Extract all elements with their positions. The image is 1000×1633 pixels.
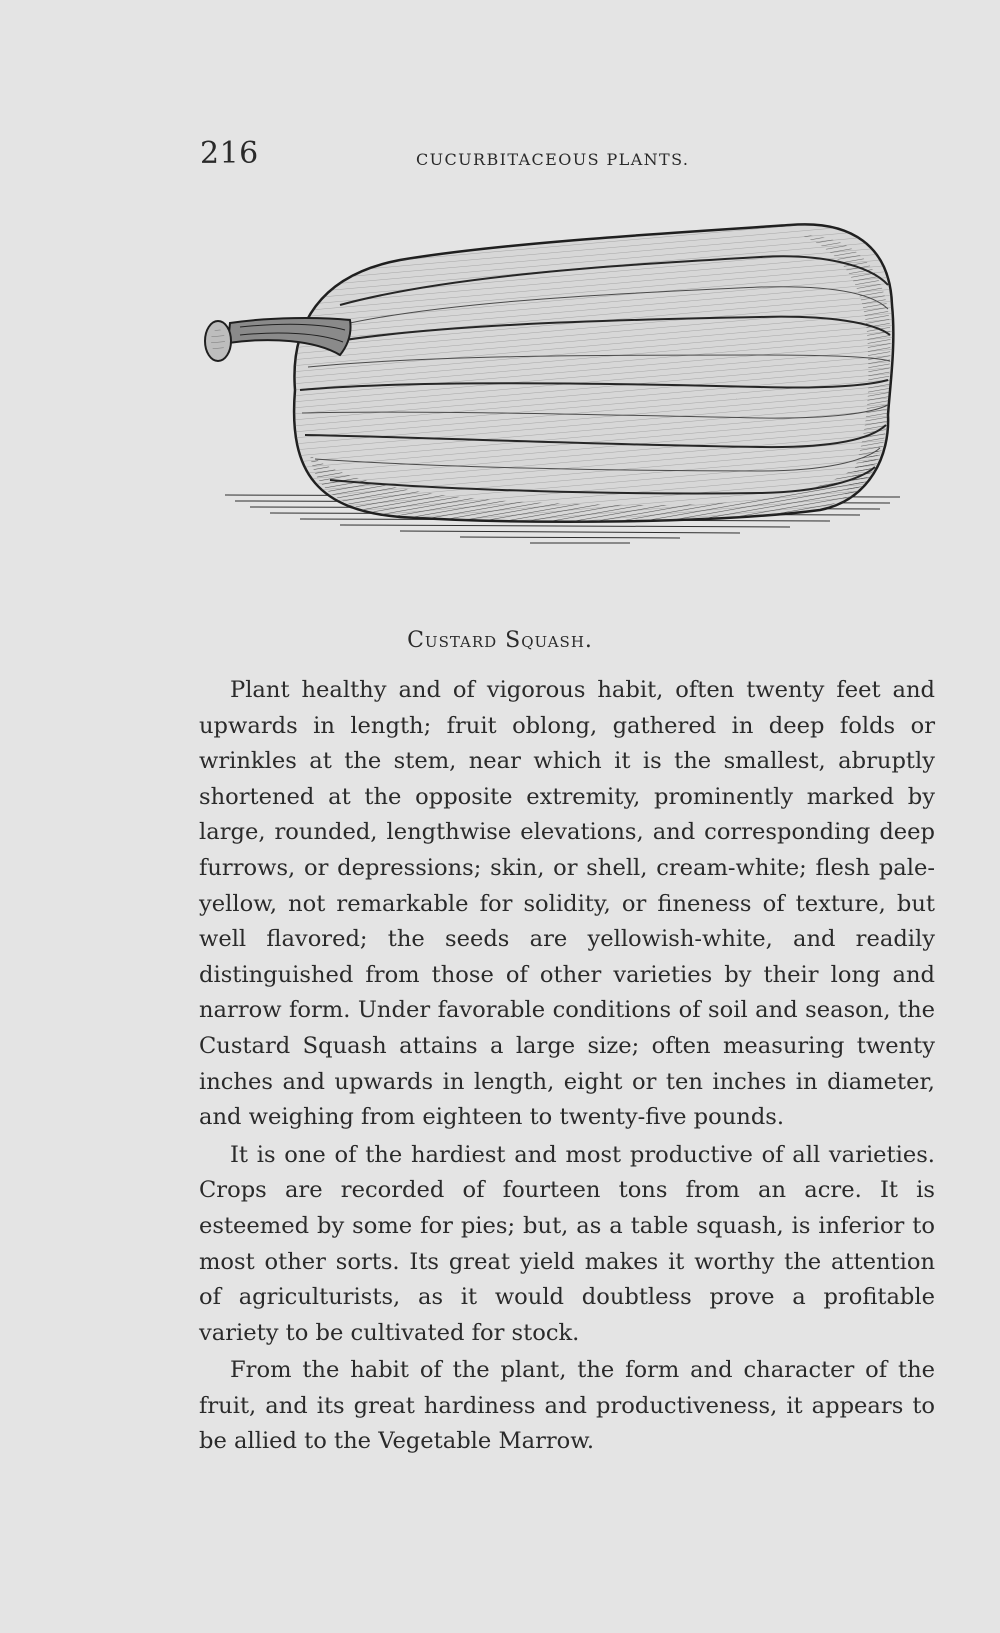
page-number: 216 xyxy=(200,136,259,171)
paragraph: Plant healthy and of vigorous habit, often twenty feet and upwards in length; fruit oblong, gathered in deep folds or wrinkles at the stem, near which it is the smallest, abruptly shortened at the opposite extremity, prominently marked by large, rounded, lengthwise elevations, and corresponding deep furrows, or depressions; skin, or shell, cream-white; flesh pale-yellow, not remarkable for solidity, or fineness of texture, but well flavored; the seeds are yellowish-white, and readily distinguished from those of other varieties by their long and narrow form. Under favorable conditions of soil and season, the Custard Squash attains a large size; often measuring twenty inches and upwards in length, eight or ten inches in diameter, and weighing from eighteen to twenty-five pounds. xyxy=(199,677,935,1131)
squash-illustration xyxy=(200,205,940,585)
paragraph: From the habit of the plant, the form and character of the fruit, and its great hardiness and productiveness, it appears to be allied to the Vegetable Marrow. xyxy=(199,1357,935,1455)
figure-caption: Custard Squash. xyxy=(407,628,593,653)
paragraph: It is one of the hardiest and most productive of all varieties. Crops are recorded of fourteen tons from an acre. It is esteemed by some for pies; but, as a table squash, is inferior to most other sorts. Its great yield makes it worthy the attention of agriculturists, as it would doubtless prove a profitable variety to be cultivated for stock. xyxy=(199,1141,935,1346)
body-text xyxy=(199,673,935,1462)
squash-stem xyxy=(228,318,351,355)
running-title: CUCURBITACEOUS PLANTS. xyxy=(416,150,690,169)
